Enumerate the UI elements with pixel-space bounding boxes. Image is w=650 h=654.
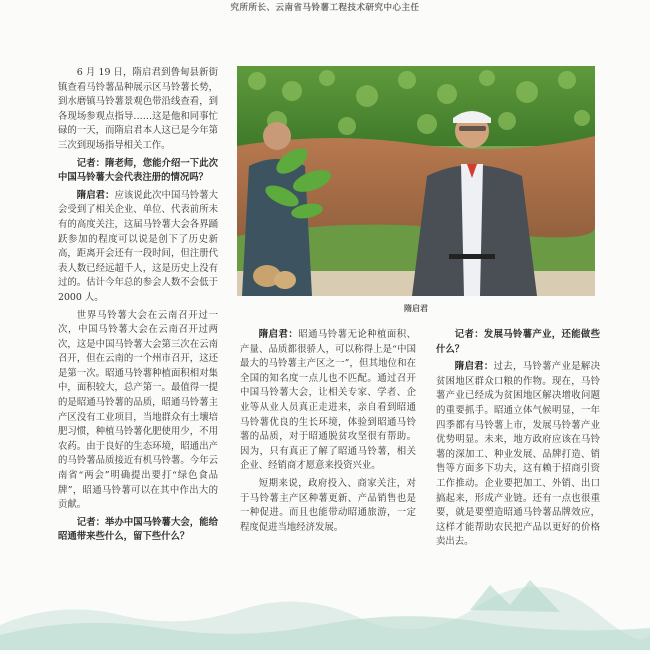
paragraph-text: 昭通马铃薯无论种植面积、产量、品质都很骄人，可以称得上是“中国最大的马铃薯主产区之一”，但其地位和在全国的知名度一点儿也不匹配。通过召开中国马铃薯大会，让相关专家、学者、企业等从业人员真正走进来，亲自看到昭通马铃薯优良的生长环境，体验到昭通马铃薯的品质，对于昭通脱贫攻坚很有帮助。因为，只有真正了解了昭通马铃薯，相关企业、经销商才愿意来投资兴业。 [240, 329, 416, 472]
interview-question [58, 516, 218, 545]
interview-answer [58, 189, 218, 306]
article-column-2 [240, 328, 416, 538]
potato-field-photo [237, 66, 595, 296]
interview-answer [240, 328, 416, 474]
photo-caption: 隋启君 [404, 303, 428, 313]
paragraph-text: 隋老师，您能介绍一下此次中国马铃薯大会代表注册的情况吗？ [58, 157, 218, 184]
paragraph-text: 过去，马铃薯产业是解决贫困地区群众口粮的作物。现在，马铃薯产业已经成为贫困地区解决增收问题的重要抓手。昭通立体气候明显，一年四季都有马铃薯上市，发展马铃薯产业优势明显。未来，地方政府应该在马铃薯的深加工、种业发展、品牌打造、销售等方面多下功夫，这有赖于招商引资工作推动。企业要把加工、外销、出口搞起来，形成产业链。还有一点也很重要，就是要塑造昭通马铃薯品牌效应，这样才能帮助农民把产品以更好的价格卖出去。 [436, 361, 600, 548]
article-photo [237, 66, 595, 296]
speaker-label: 隋启君： [76, 189, 115, 201]
article-paragraph: 短期来说，政府投入、商家关注，对于马铃薯主产区种薯更新、产品销售也是一种促进。而且也能带动昭通旅游，一定程度促进当地经济发展。 [240, 477, 416, 533]
landscape-decoration [0, 570, 650, 650]
paragraph-text: 发展马铃薯产业，还能做些什么？ [436, 329, 600, 355]
paragraph-text: 应该说此次中国马铃薯大会受到了相关企业、单位、代表前所未有的高度关注，这届马铃薯大会各界踊跃参加的程度可以说是创下了历史新高，距离开会还有一段时间，但注册代表人数已经远超千人，这是历史上没有过的。估计今年总的参会人数不会低于 2000 人。 [58, 189, 218, 303]
article-paragraph: 世界马铃薯大会在云南召开过一次，中国马铃薯大会在云南召开过两次，这是中国马铃薯大会第三次在云南召开，但在云南的一个州市召开，这还是第一次。昭通马铃薯种植面积相对集中，面积较大，总产第一。最值得一提的是昭通马铃薯的品质，昭通马铃薯主产区没有工业项目，当地群众有土壤培肥习惯，种植马铃薯化肥使用少，不用农药。由于良好的生态环境，昭通出产的马铃薯品质接近有机马铃薯。今年云南省“两会”明确提出要打“绿色食品牌”，昭通马铃薯可以在其中作出大的贡献。 [58, 309, 218, 511]
speaker-label: 记者： [76, 516, 106, 528]
page-header: 究所所长、云南省马铃薯工程技术研究中心主任 [230, 3, 420, 13]
speaker-label: 隋启君： [454, 361, 494, 373]
speaker-label: 记者： [454, 329, 484, 340]
interview-answer [436, 360, 600, 550]
speaker-label: 记者： [76, 157, 106, 169]
article-column-1 [58, 66, 218, 548]
article-column-3 [436, 328, 600, 553]
interview-question [436, 328, 600, 357]
article-paragraph: 6 月 19 日，隋启君到鲁甸县新街镇查看马铃薯品种展示区马铃薯长势，到水磨镇马铃薯景观色带沿线查看，到各现场参观点指导……这是他和同事忙碌的一天，而隋启君本人这已是今年第三次到现场指导相关工作。 [58, 67, 218, 151]
paragraph-text: 举办中国马铃薯大会，能给昭通带来些什么，留下些什么？ [58, 516, 218, 543]
speaker-label: 隋启君： [258, 329, 299, 340]
interview-question [58, 157, 218, 186]
